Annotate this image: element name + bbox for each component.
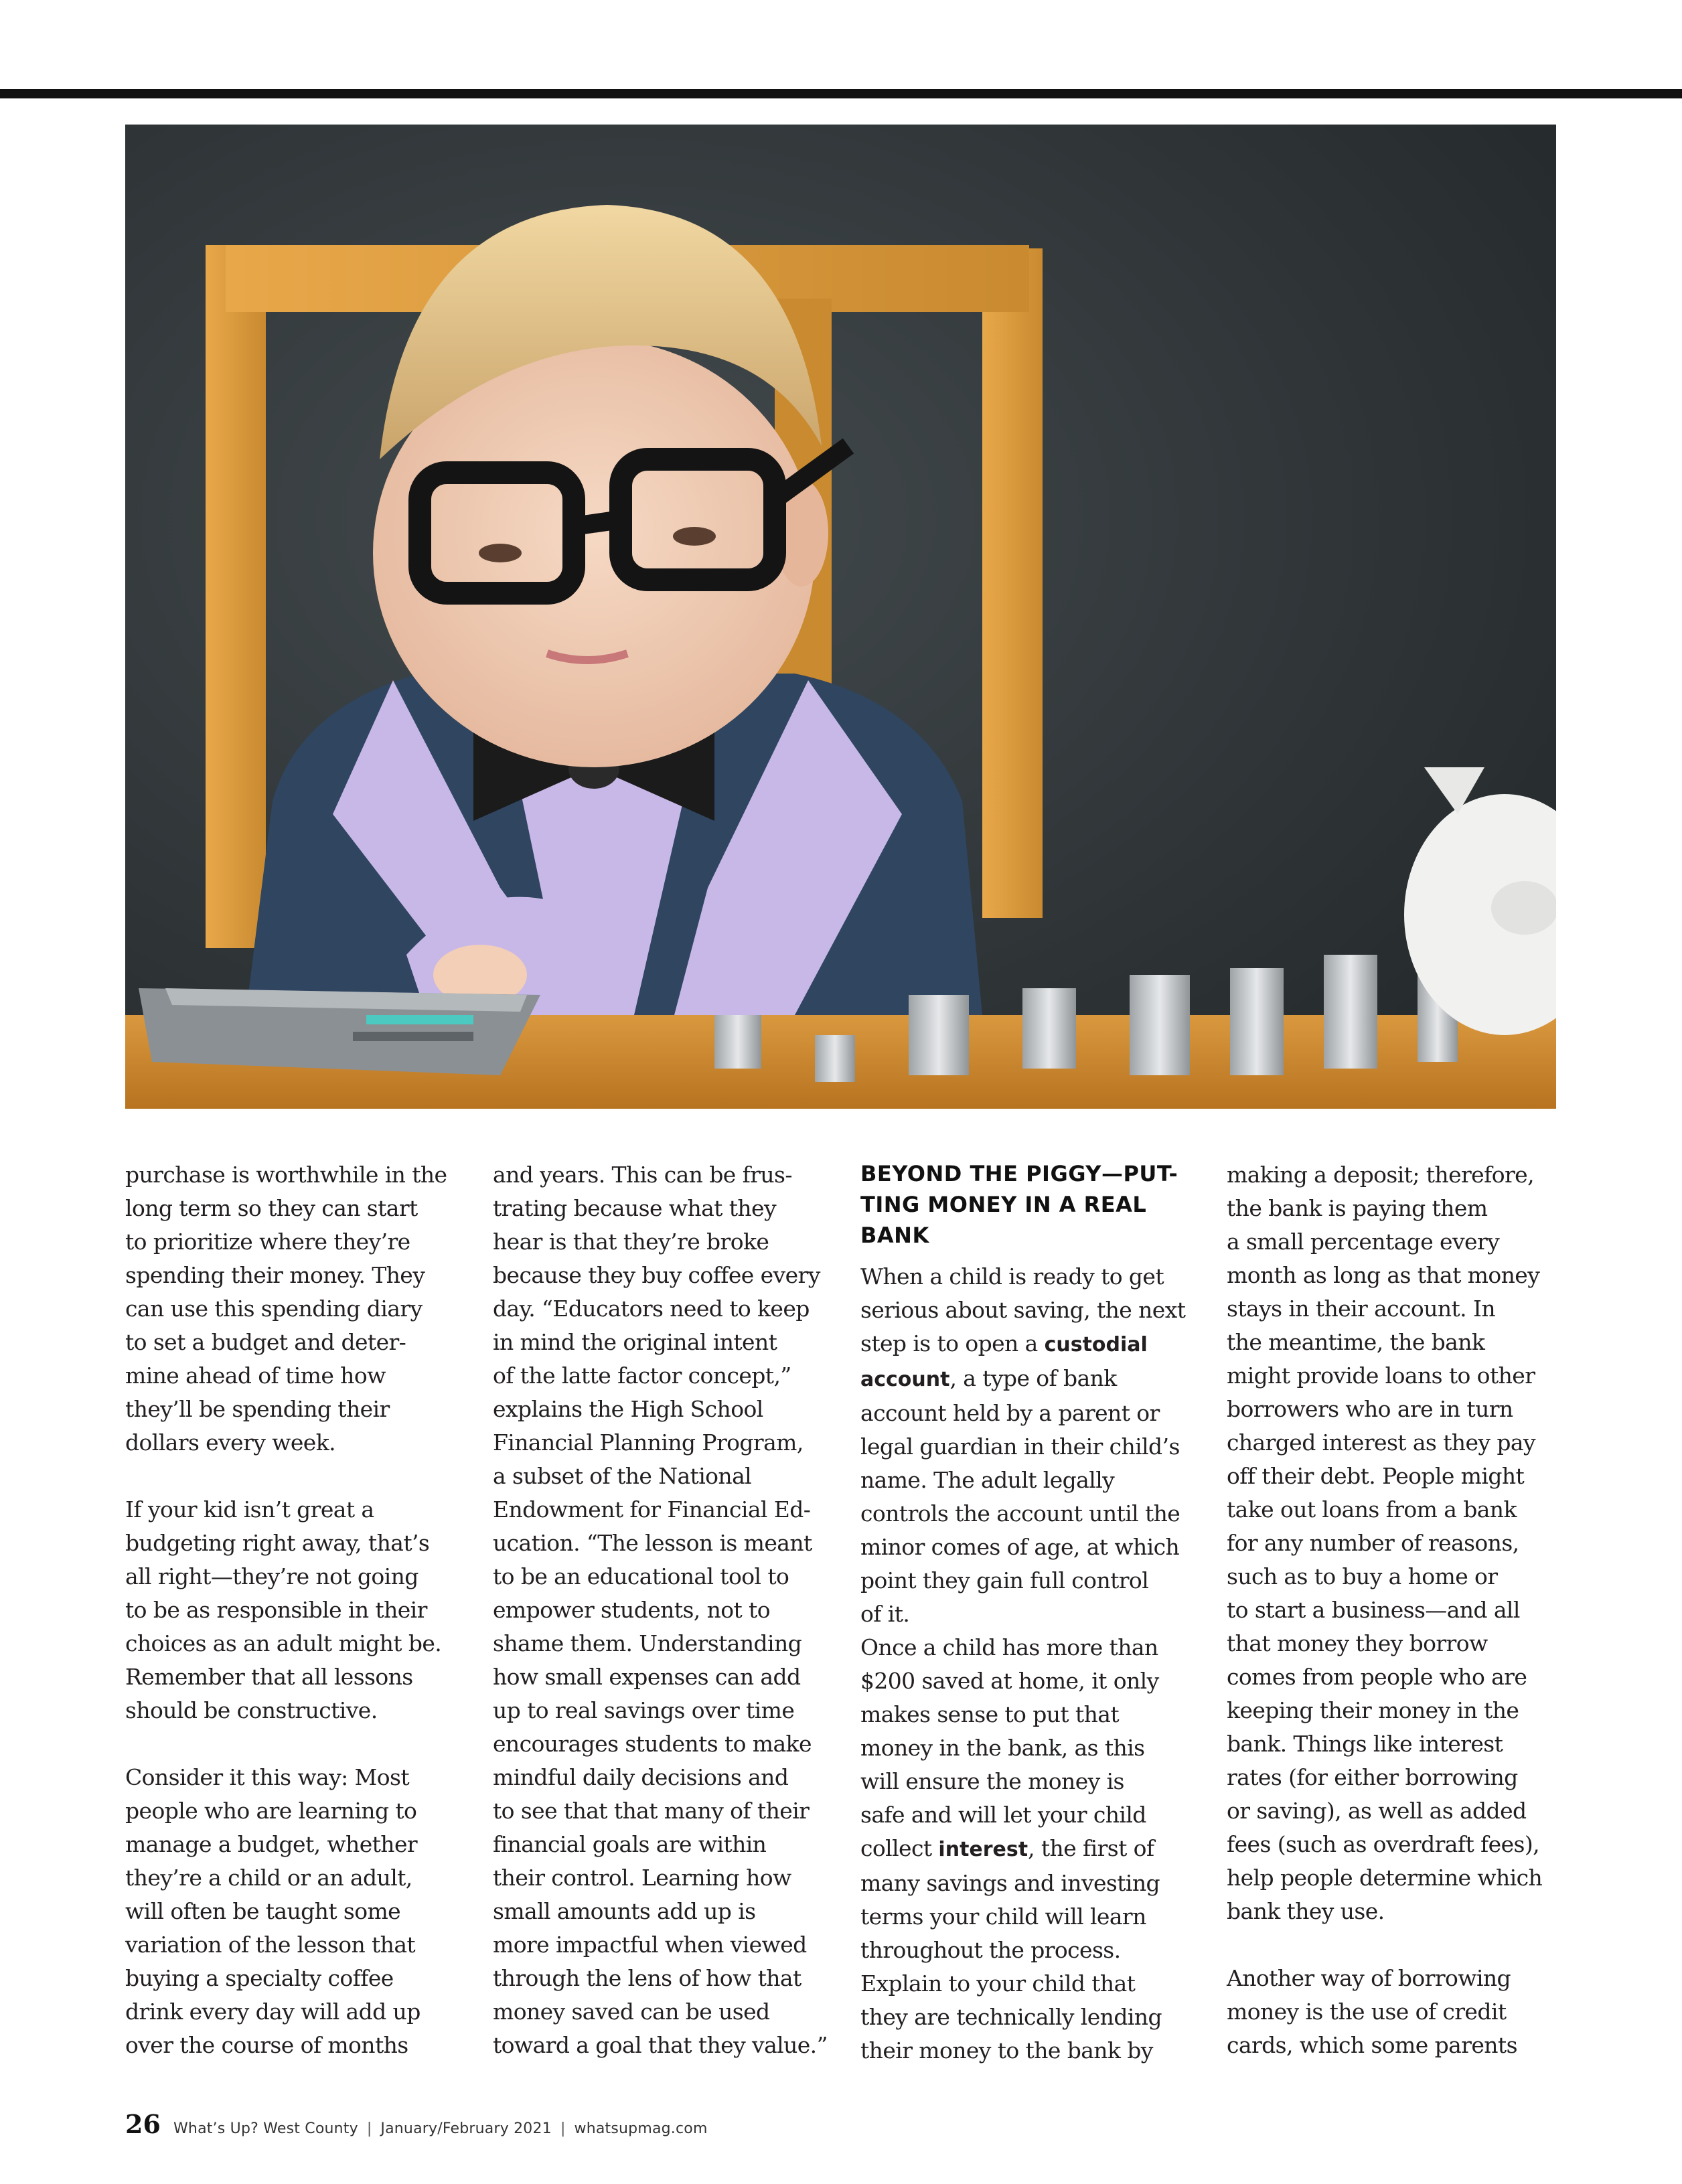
glossary-term-custodial-account: custodial account xyxy=(860,1333,1148,1391)
article-column-2 xyxy=(493,1158,828,2062)
article-column-3 xyxy=(860,1158,1202,2068)
footer-separator: | xyxy=(366,2120,372,2137)
top-rule xyxy=(0,89,1682,98)
paragraph: purchase is worthwhile in the long term so they can start to prioritize where they’re spending their money. They can use this spending diary to set a budget and deter- mine ahead of time how they’ll be spending their dollars every week. xyxy=(125,1162,447,1456)
child-with-calculator-photo xyxy=(125,125,1556,1109)
paragraph xyxy=(860,1260,1202,1631)
page-number: 26 xyxy=(125,2109,161,2139)
paragraph: Consider it this way: Most people who are learning to manage a budget, whether they’re a child or an adult, will often be taught some variation of the lesson that buying a specialty coffee drink every day will add up over the course of months xyxy=(125,1764,420,2058)
paragraph: If your kid isn’t great a budgeting right away, that’s all right—they’re not going to be as responsible in their choices as an adult might be. Remember that all lessons should be constructive. xyxy=(125,1496,442,1723)
paragraph-text: , the first of many savings and investing terms your child will learn throughout the process. Explain to your child that they are technically lending their money to the bank by xyxy=(860,1835,1162,2063)
paragraph-text: When a child is ready to get serious about saving, the next step is to open a xyxy=(860,1263,1186,1356)
footer-separator: | xyxy=(560,2120,566,2137)
section-subhead: BEYOND THE PIGGY—PUT- TING MONEY IN A REAL BANK xyxy=(860,1161,1178,1248)
website-link[interactable]: whatsupmag.com xyxy=(574,2120,708,2137)
article-column-1 xyxy=(125,1158,460,2062)
feature-photo xyxy=(125,125,1556,1109)
glossary-term-interest: interest xyxy=(938,1838,1028,1861)
article-column-4 xyxy=(1227,1158,1561,2062)
paragraph: and years. This can be frus- trating because what they hear is that they’re broke because they buy coffee every day. “Educators need to keep in mind the original intent of the latte factor concept,” explains the High School Financial Planning Program, a subset of the National Endowment for Financial Ed- ucation. “The lesson is meant to be an educational tool to empower students, not to shame them. Understanding how small expenses can add up to real savings over time encourages students to make mindful daily decisions and to see that that many of their financial goals are within their control. Learning how small amounts add up is more impactful when viewed through the lens of how that money saved can be used toward a goal that they value.” xyxy=(493,1162,828,2058)
paragraph xyxy=(860,1631,1202,2068)
publication-name: What’s Up? West County xyxy=(173,2120,358,2137)
paragraph-text: Once a child has more than $200 saved at home, it only makes sense to put that money in the bank, as this will ensure the money is safe and will let your child collect xyxy=(860,1634,1159,1861)
paragraph: making a deposit; therefore, the bank is paying them a small percentage every month as long as that money stays in their account. In the meantime, the bank might provide loans to other borrowers who are in turn charged interest as they pay off their debt. People might take out loans from a bank for any number of reasons, such as to buy a home or to start a business—and all that money they borrow comes from people who are keeping their money in the bank. Things like interest rates (for either borrowing or saving), as well as added fees (such as overdraft fees), help people determine which bank they use. xyxy=(1227,1162,1543,1924)
page-footer xyxy=(125,2109,708,2139)
issue-date: January/February 2021 xyxy=(380,2120,552,2137)
paragraph: Another way of borrowing money is the use of credit cards, which some parents xyxy=(1227,1965,1517,2058)
paragraph-text: , a type of bank account held by a parent or legal guardian in their child’s name. The adult legally controls the account until the minor comes of age, at which point they gain full control of it. xyxy=(860,1365,1180,1627)
